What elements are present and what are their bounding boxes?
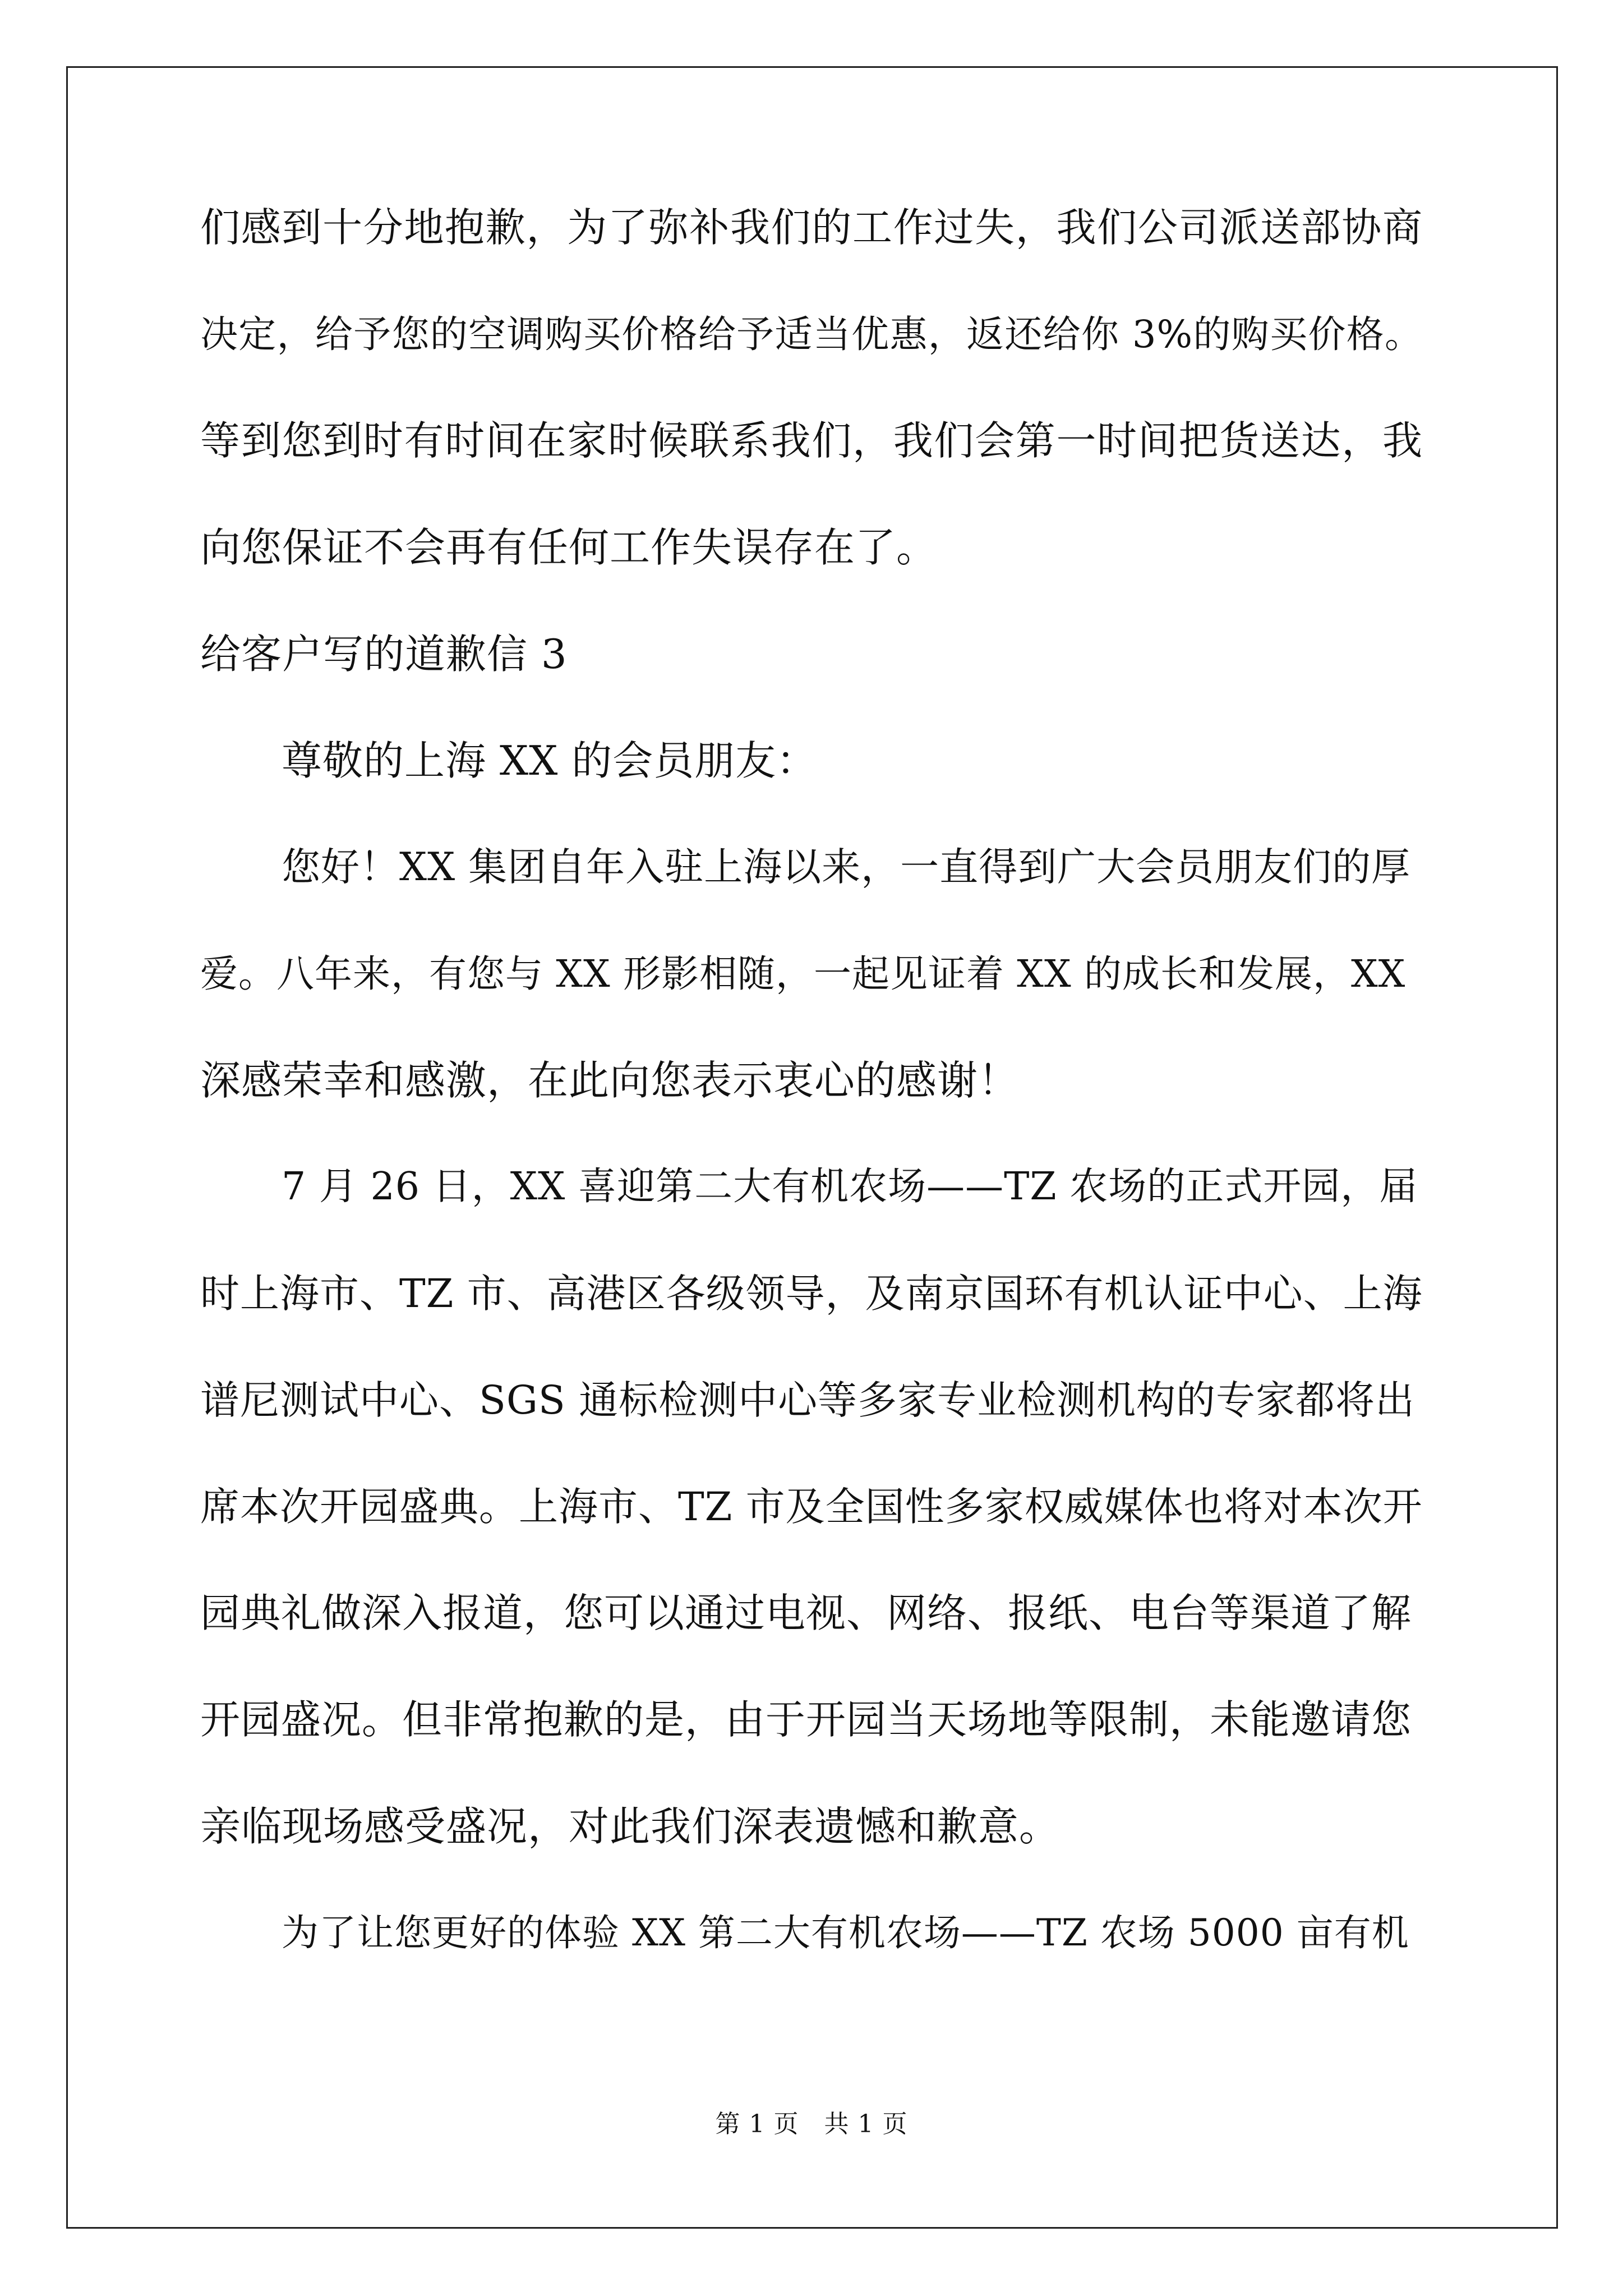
section-heading: 给客户写的道歉信 3 bbox=[200, 631, 568, 678]
page-border bbox=[66, 66, 1558, 2229]
salutation: 尊敬的上海 XX 的会员朋友： bbox=[282, 737, 818, 784]
text-line: 谱尼测试中心、SGS 通标检测中心等多家专业检测机构的专家都将出 bbox=[200, 1377, 1415, 1423]
text-line: 们感到十分地抱歉，为了弥补我们的工作过失，我们公司派送部协商 bbox=[200, 204, 1423, 251]
text-line: 时上海市、TZ 市、高港区各级领导，及南京国环有机认证中心、上海 bbox=[200, 1271, 1423, 1317]
text-line: 决定，给予您的空调购买价格给予适当优惠，返还给你 3%的购买价格。 bbox=[200, 312, 1423, 356]
page-number: 第 1 页 共 1 页 bbox=[715, 2110, 908, 2138]
text-line: 亲临现场感受盛况，对此我们深表遗憾和歉意。 bbox=[200, 1803, 1061, 1850]
text-line: 席本次开园盛典。上海市、TZ 市及全国性多家权威媒体也将对本次开 bbox=[200, 1484, 1423, 1530]
text-line: 您好！XX 集团自年入驻上海以来，一直得到广大会员朋友们的厚 bbox=[282, 845, 1411, 890]
text-line: 7 月 26 日，XX 喜迎第二大有机农场——TZ 农场的正式开园，届 bbox=[282, 1165, 1418, 1209]
text-line: 园典礼做深入报道，您可以通过电视、网络、报纸、电台等渠道了解 bbox=[200, 1590, 1412, 1636]
text-line: 爱。八年来，有您与 XX 形影相随，一起见证着 XX 的成长和发展，XX bbox=[200, 952, 1406, 996]
text-line: 深感荣幸和感激，在此向您表示衷心的感谢！ bbox=[200, 1057, 1020, 1104]
text-line: 开园盛况。但非常抱歉的是，由于开园当天场地等限制，未能邀请您 bbox=[200, 1696, 1412, 1743]
text-line: 向您保证不会再有任何工作失误存在了。 bbox=[200, 524, 938, 571]
text-line: 为了让您更好的体验 XX 第二大有机农场——TZ 农场 5000 亩有机 bbox=[282, 1911, 1409, 1954]
text-line: 等到您到时有时间在家时候联系我们，我们会第一时间把货送达，我 bbox=[200, 417, 1423, 464]
